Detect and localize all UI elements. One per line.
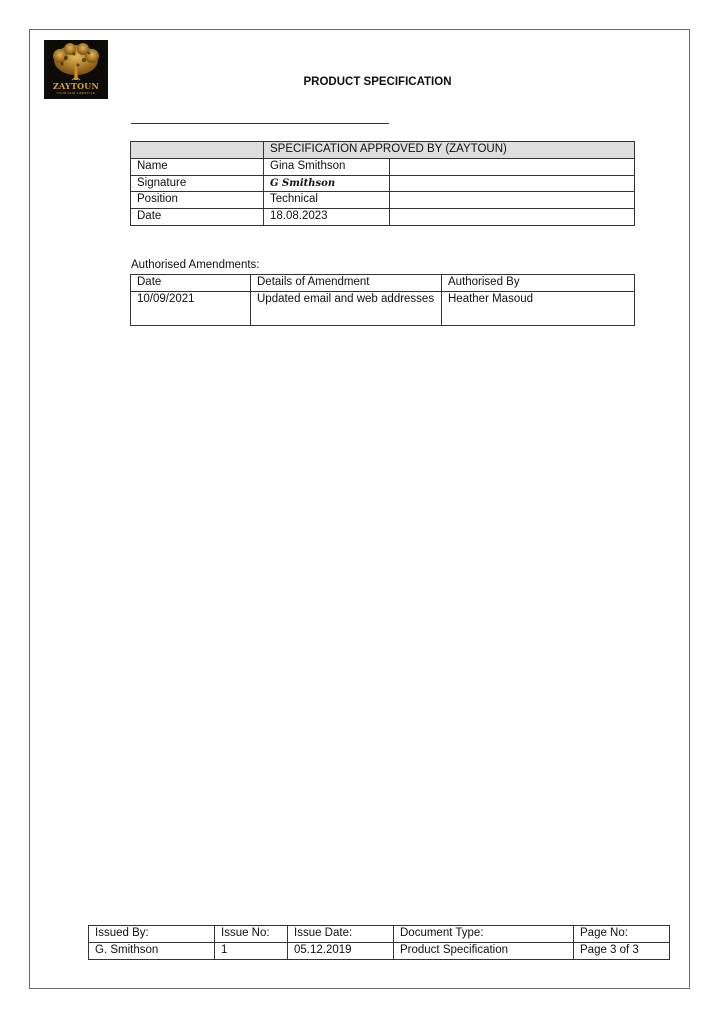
- amendments-table: [130, 274, 635, 326]
- amendments-column-header: Authorised By: [442, 275, 635, 292]
- amendment-details: Updated email and web addresses: [251, 292, 442, 326]
- approval-row-date: [131, 209, 635, 226]
- footer-header: Page No:: [574, 926, 670, 943]
- signature-rule: [131, 123, 389, 124]
- amendment-date: 10/09/2021: [131, 292, 251, 326]
- amendments-column-header: Date: [131, 275, 251, 292]
- amendment-authorised-by: Heather Masoud: [442, 292, 635, 326]
- footer-header-row: [89, 926, 670, 943]
- footer-header: Issue No:: [215, 926, 288, 943]
- logo-brand-text: ZAYTOUN: [53, 81, 99, 91]
- footer-issue-no: 1: [215, 943, 288, 960]
- footer-header: Issued By:: [89, 926, 215, 943]
- approval-row-position: [131, 192, 635, 209]
- footer-issued-by: G. Smithson: [89, 943, 215, 960]
- approval-header-blank: [131, 142, 264, 159]
- approval-row-signature: [131, 175, 635, 192]
- zaytoun-logo: [44, 40, 108, 99]
- approval-extra-cell: [390, 175, 635, 192]
- page-title: PRODUCT SPECIFICATION: [303, 76, 452, 88]
- footer-header: Issue Date:: [288, 926, 394, 943]
- footer-value-row: [89, 943, 670, 960]
- amendments-label: Authorised Amendments:: [131, 259, 260, 271]
- signature-value: G Smithson: [264, 175, 390, 192]
- approval-label: Position: [131, 192, 264, 209]
- footer-issue-date: 05.12.2019: [288, 943, 394, 960]
- document-footer-table: [88, 925, 670, 960]
- approval-heading: SPECIFICATION APPROVED BY (ZAYTOUN): [264, 142, 635, 159]
- amendments-row: [131, 292, 635, 326]
- approval-extra-cell: [390, 192, 635, 209]
- approval-header-row: [131, 142, 635, 159]
- approval-label: Date: [131, 209, 264, 226]
- approval-value: Gina Smithson: [264, 158, 390, 175]
- footer-document-type: Product Specification: [394, 943, 574, 960]
- approval-extra-cell: [390, 158, 635, 175]
- approval-value: 18.08.2023: [264, 209, 390, 226]
- amendments-header-row: [131, 275, 635, 292]
- approval-row-name: [131, 158, 635, 175]
- approval-label: Name: [131, 158, 264, 175]
- amendments-column-header: Details of Amendment: [251, 275, 442, 292]
- approval-table: [130, 141, 635, 226]
- approval-extra-cell: [390, 209, 635, 226]
- approval-value: Technical: [264, 192, 390, 209]
- logo-tagline: YOUR FAIR-LIFESTYLE: [56, 91, 96, 95]
- approval-label: Signature: [131, 175, 264, 192]
- footer-header: Document Type:: [394, 926, 574, 943]
- footer-page-no: Page 3 of 3: [574, 943, 670, 960]
